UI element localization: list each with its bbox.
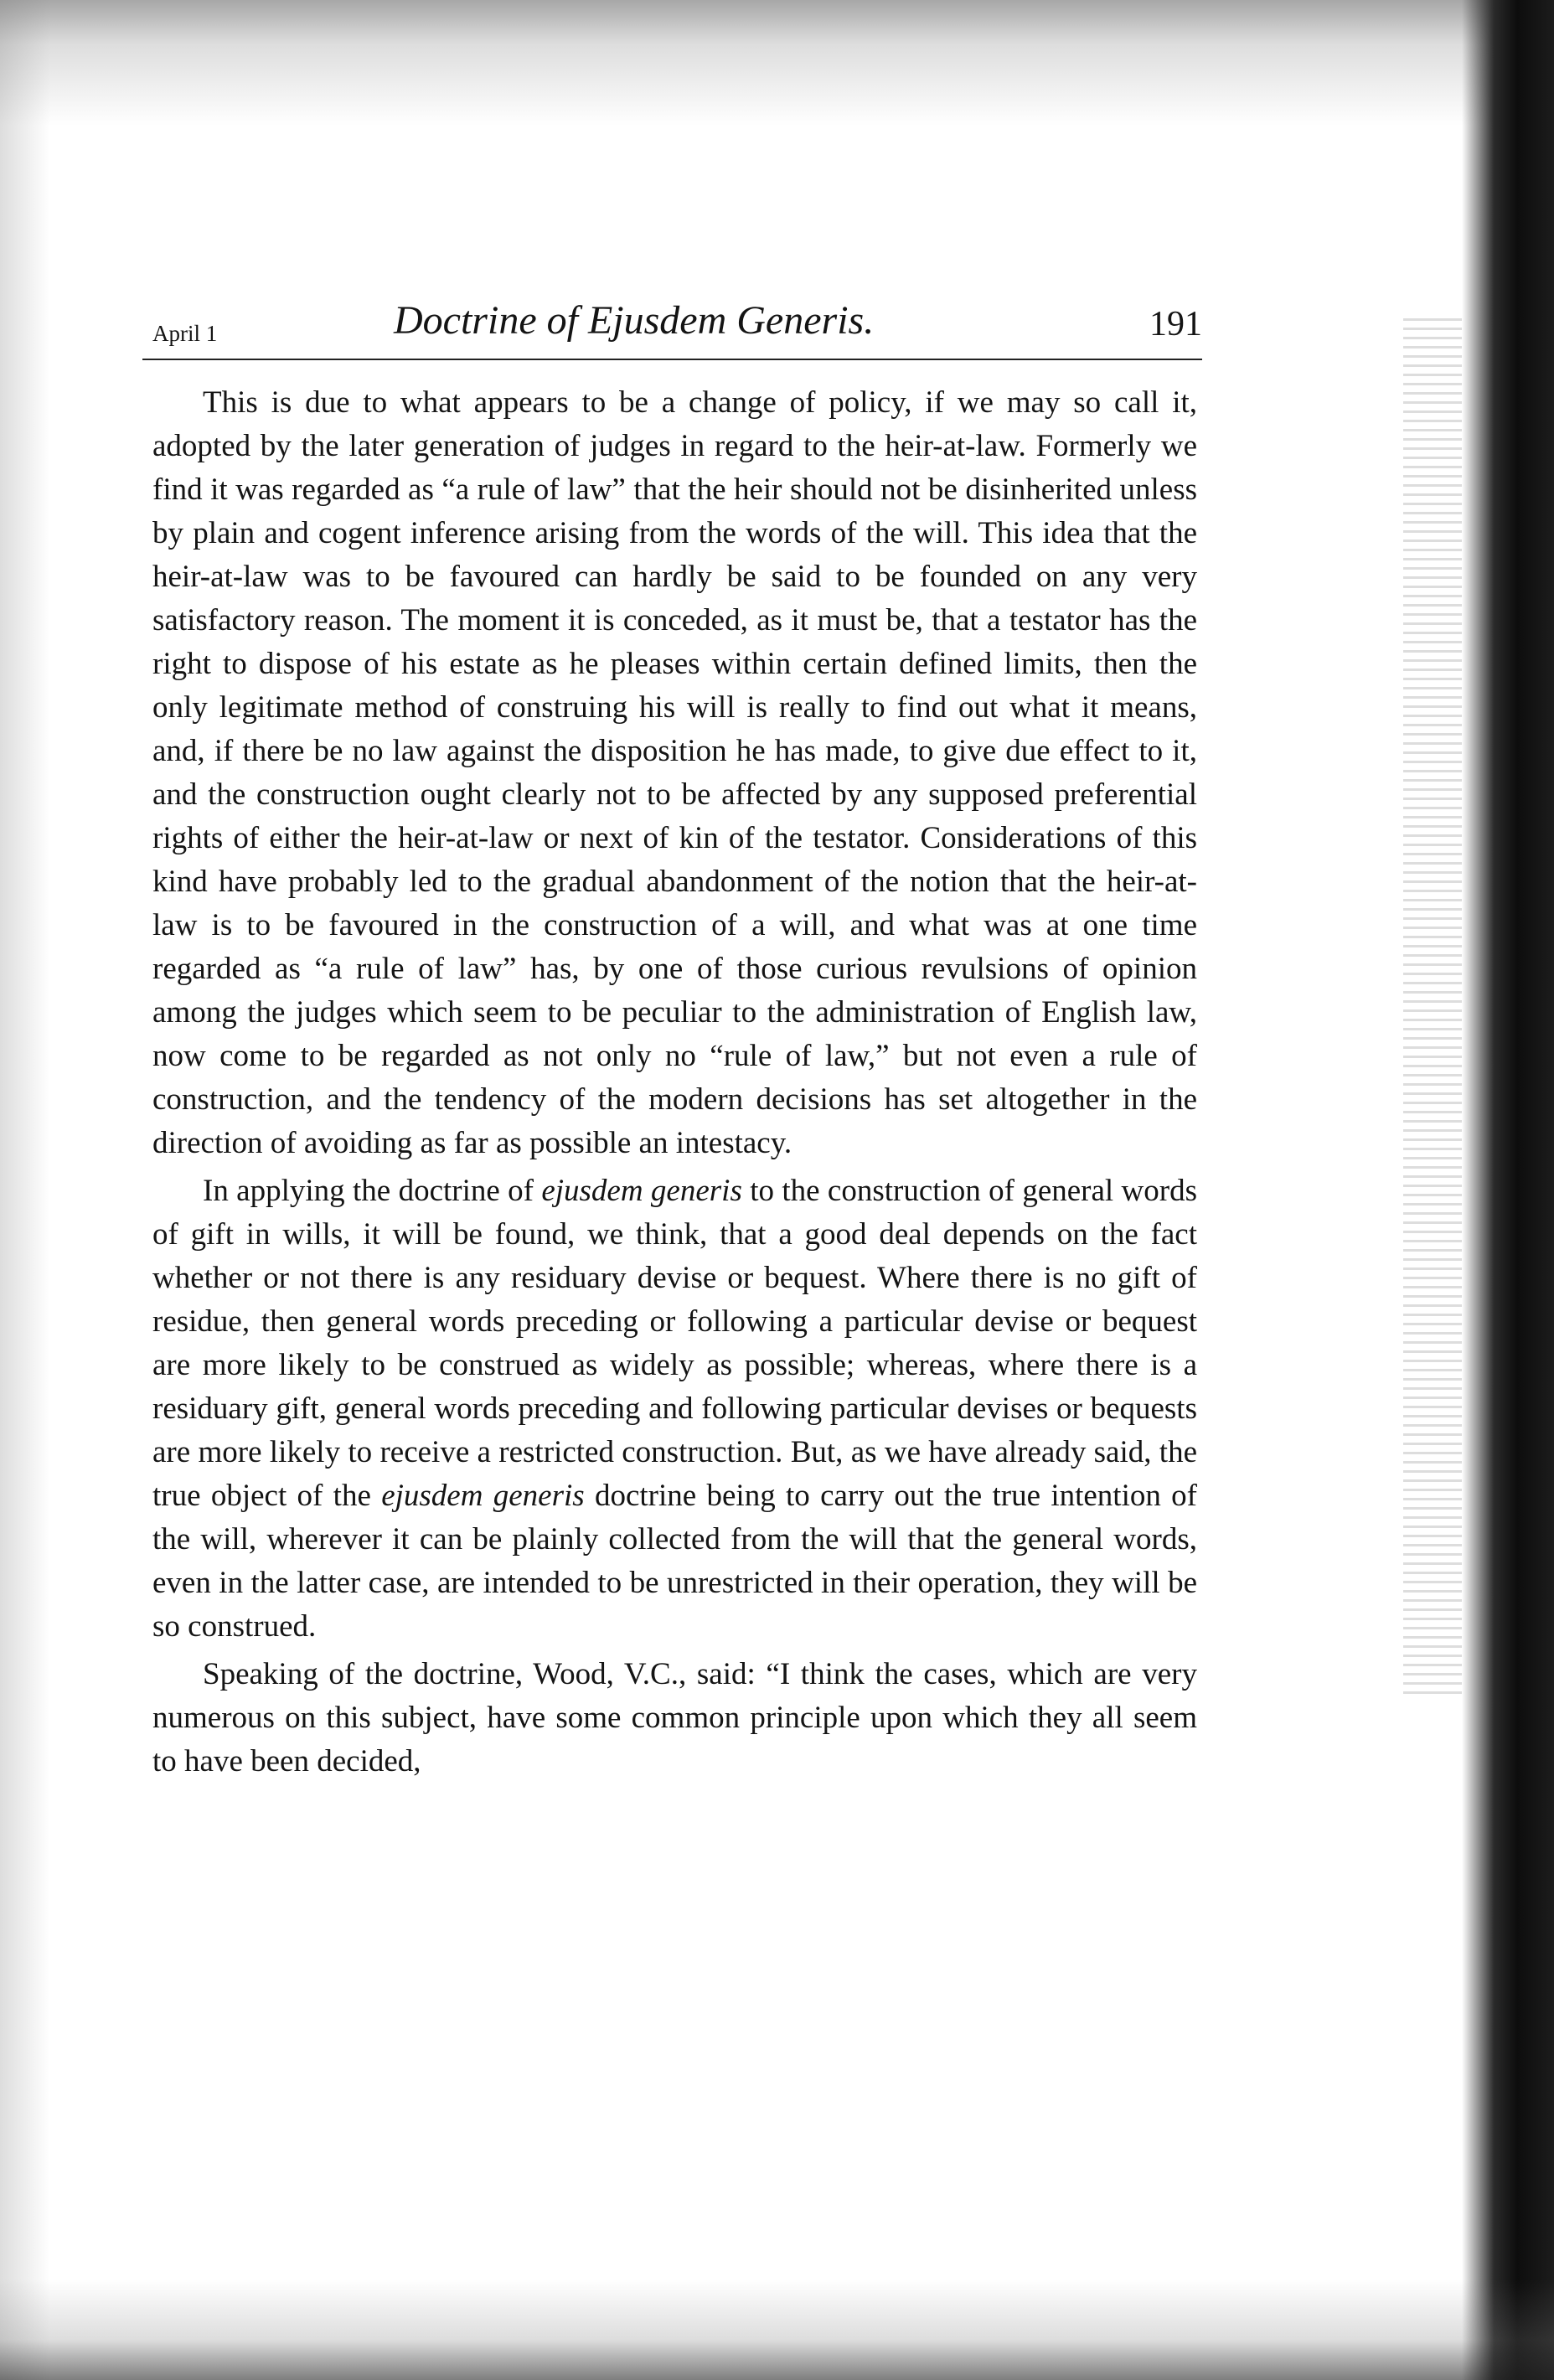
- ejusdem-generis-term: ejusdem generis: [541, 1174, 742, 1208]
- scan-left-edge: [0, 0, 50, 2380]
- running-header: [142, 297, 1202, 356]
- page-number: 191: [1149, 305, 1202, 343]
- paragraph-2: [152, 1169, 1197, 1649]
- scan-bottom-edge: [0, 2279, 1554, 2380]
- scan-top-edge: [0, 0, 1554, 126]
- ejusdem-generis-term-2: ejusdem generis: [381, 1479, 585, 1513]
- paragraph-2-part-c: doctrine being to carry out the true intention of the will, wherever it can be plainly collected from the will that the general words, even in the latter case, are intended to be unrestricted in their operation, they will be so construed.: [152, 1479, 1197, 1644]
- running-title: Doctrine of Ejusdem Generis.: [394, 298, 875, 343]
- running-head-date: April 1: [152, 321, 218, 346]
- paragraph-3: Speaking of the doctrine, Wood, V.C., said: “I think the cases, which are very numerous on this subject, have some common principle upon which they all seem to have been decided,: [152, 1657, 1197, 1779]
- paragraph-2-part-b: to the construction of general words of gift in wills, it will be found, we think, that a good deal depends on the fact whether or not there is any residuary devise or bequest. Where there is no gift of residue, then general words preceding or following a particular devise or bequest are more likely to be construed as widely as possible; whereas, where there is a residuary gift, general words preceding and following particular devises or bequests are more likely to receive a restricted construction. But, as we have already said, the true object of the: [152, 1174, 1197, 1513]
- paragraph-2-part-a: In applying the doctrine of: [203, 1174, 542, 1208]
- page-body: [152, 381, 1197, 1784]
- scan-right-edge: [1462, 0, 1554, 2380]
- scan-gutter-speckle: [1403, 318, 1462, 1701]
- paragraph-1: This is due to what appears to be a change of policy, if we may so call it, adopted by the later generation of judges in regard to the heir-at-law. Formerly we find it was regarded as “a rule of law” that the heir should not be disinherited unless by plain and cogent inference arising from the words of the will. This idea that the heir-at-law was to be favoured can hardly be said to be founded on any very satisfactory reason. The moment it is conceded, as it must be, that a testator has the right to dispose of his estate as he pleases within certain defined limits, then the only legitimate method of construing his will is really to find out what it means, and, if there be no law against the disposition he has made, to give due effect to it, and the construction ought clearly not to be affected by any supposed preferential rights of either the heir-at-law or next of kin of the testator. Considerations of this kind have probably led to the gradual abandonment of the notion that the heir-at-law is to be favoured in the construction of a will, and what was at one time regarded as “a rule of law” has, by one of those curious revulsions of opinion among the judges which seem to be peculiar to the administration of English law, now come to be regarded as not only no “rule of law,” but not even a rule of construction, and the tendency of the modern decisions has set altogether in the direction of avoiding as far as possible an intestacy.: [152, 385, 1197, 1160]
- header-rule: [142, 359, 1202, 360]
